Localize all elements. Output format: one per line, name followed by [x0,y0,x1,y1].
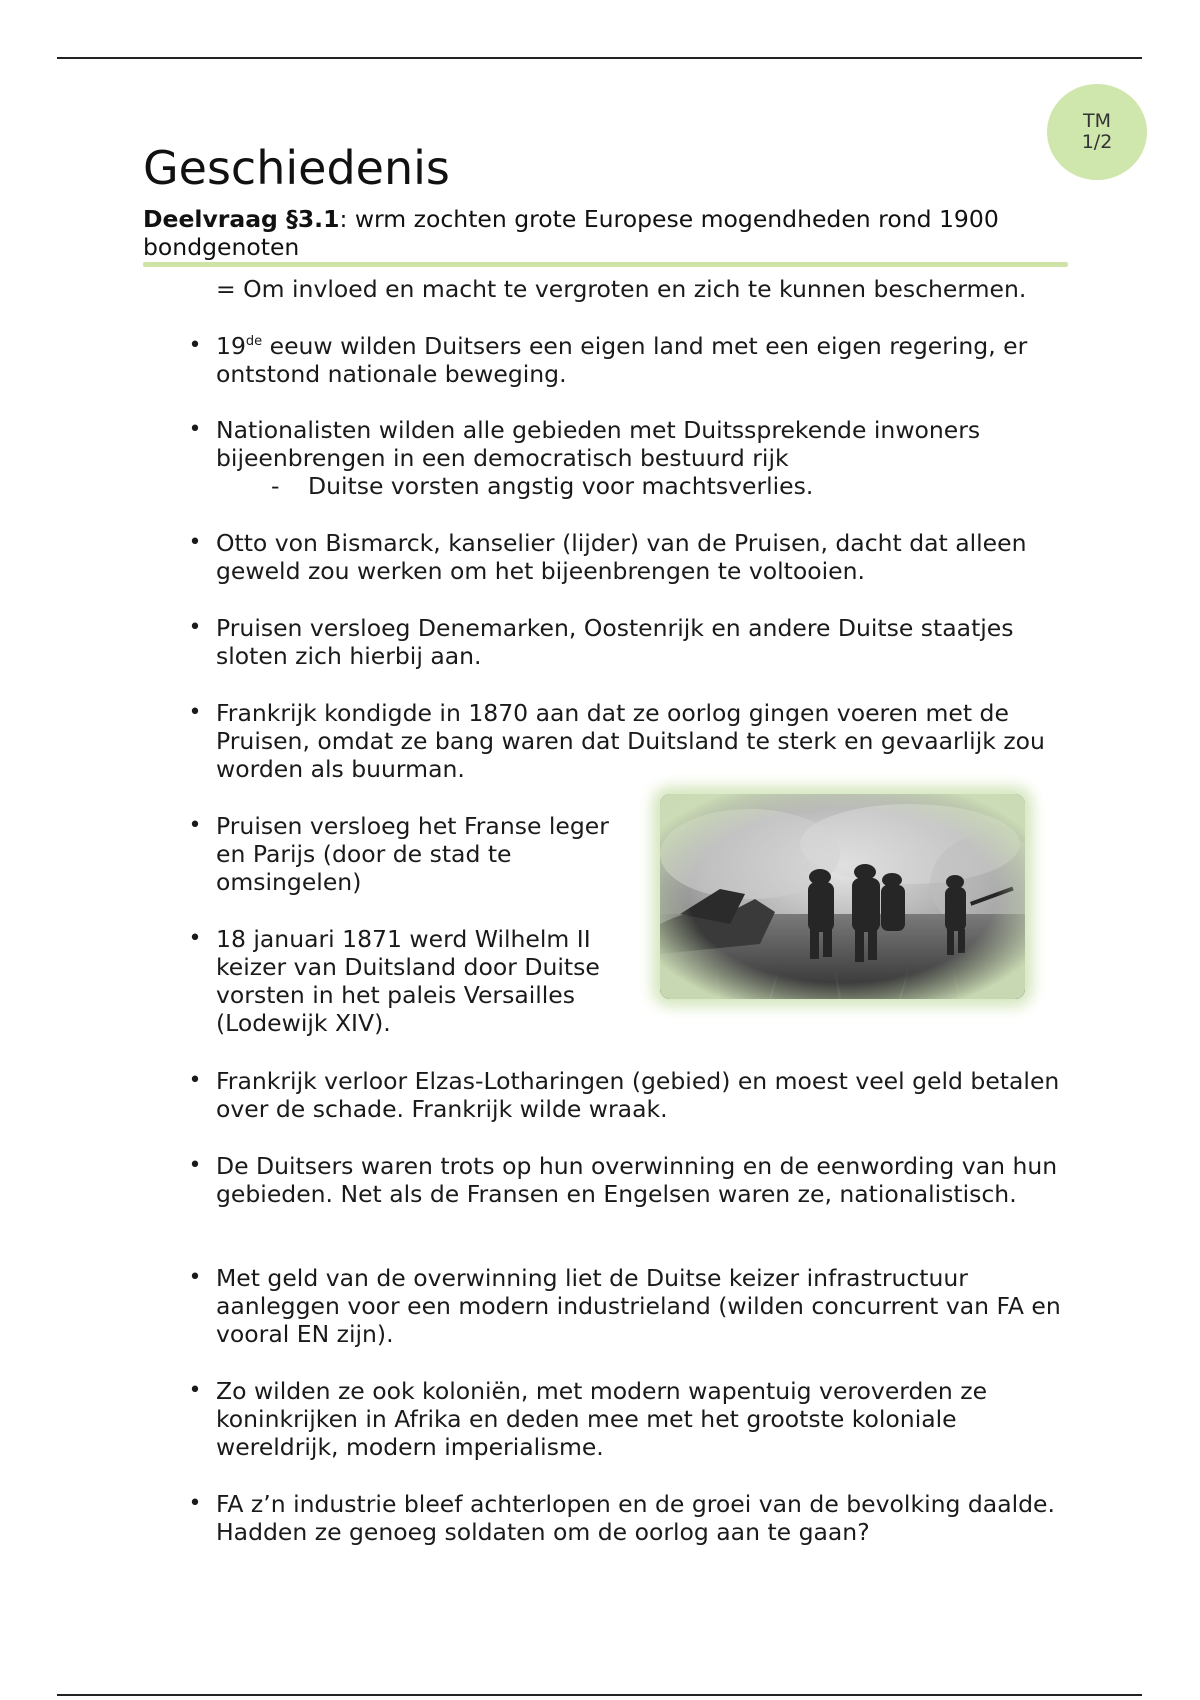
sub-list-item: - Duitse vorsten angstig voor machtsverlies. [271,472,814,500]
bullet-dot: • [188,1265,202,1290]
list-item: • 19de eeuw wilden Duitsers een eigen land met een eigen regering, er ontstond nationale beweging. [216,332,1066,388]
subquestion-text: : wrm zochten grote Europese mogendheden rond 1900 bondgenoten [143,205,999,261]
list-item: • Pruisen versloeg het Franse leger en Parijs (door de stad te omsingelen) [216,812,636,896]
list-item: • Nationalisten wilden alle gebieden met Duitssprekende inwoners bijeenbrengen in een democratisch bestuurd rijk - Duitse vorsten angstig voor machtsverlies. [216,416,1066,500]
war-scene-image [660,794,1025,999]
bullet-dot: • [188,1153,202,1178]
bottom-rule [57,1694,1142,1696]
bullet-dot: • [188,926,202,951]
list-item: • Met geld van de overwinning liet de Duitse keizer infrastructuur aanleggen voor een modern industrieland (wilden concurrent van FA en vooral EN zijn). [216,1264,1066,1348]
subquestion-label: Deelvraag §3.1 [143,205,340,233]
list-item: • Zo wilden ze ook koloniën, met modern wapentuig veroverden ze koninkrijken in Afrika en deden mee met het grootste koloniale wereldrijk, modern imperialisme. [216,1377,1066,1461]
list-item: • Pruisen versloeg Denemarken, Oostenrijk en andere Duitse staatjes sloten zich hierbij aan. [216,614,1066,670]
bullet-dot: • [188,700,202,725]
bullet-dot: • [188,1068,202,1093]
bullet-dot: • [188,1378,202,1403]
bullet-dot: • [188,615,202,640]
soldiers-photo [660,794,1025,999]
list-item: • FA z’n industrie bleef achterlopen en de groei van de bevolking daalde. Hadden ze genoeg soldaten om de oorlog aan te gaan? [216,1490,1066,1546]
badge-initials: TM [1083,110,1111,132]
bullet-dot: • [188,813,202,838]
answer-text: = Om invloed en macht te vergroten en zich te kunnen beschermen. [216,275,1027,303]
badge-page-number: 1/2 [1081,131,1113,153]
list-item: • 18 januari 1871 werd Wilhelm II keizer van Duitsland door Duitse vorsten in het paleis Versailles (Lodewijk XIV). [216,925,636,1037]
bullet-dot: • [188,1491,202,1516]
dash-marker: - [271,472,280,500]
list-item: • Frankrijk kondigde in 1870 aan dat ze oorlog gingen voeren met de Pruisen, omdat ze bang waren dat Duitsland te sterk en gevaarlijk zou worden als buurman. [216,699,1066,783]
bullet-dot: • [188,333,202,358]
list-item: • Otto von Bismarck, kanselier (lijder) van de Pruisen, dacht dat alleen geweld zou werken om het bijeenbrengen te voltooien. [216,529,1066,585]
list-item: • De Duitsers waren trots op hun overwinning en de eenwording van hun gebieden. Net als de Fransen en Engelsen waren ze, nationalistisch. [216,1152,1066,1208]
bullet-dot: • [188,530,202,555]
bullet-dot: • [188,417,202,442]
page-title: Geschiedenis [143,141,450,195]
list-item: • Frankrijk verloor Elzas-Lotharingen (gebied) en moest veel geld betalen over de schade. Frankrijk wilde wraak. [216,1067,1066,1123]
